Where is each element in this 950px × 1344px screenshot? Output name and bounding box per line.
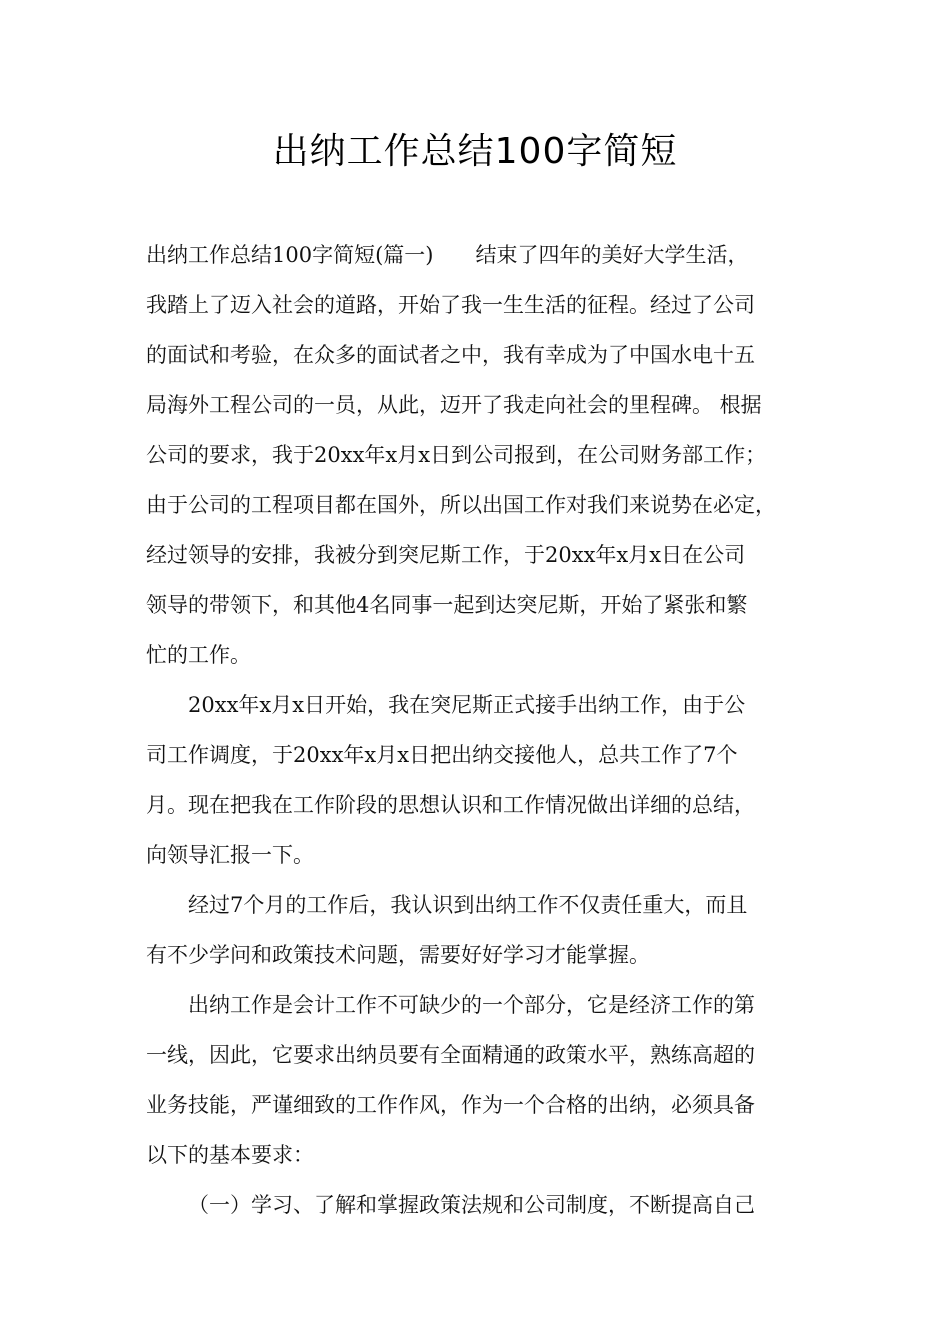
body-line: 领导的带领下，和其他4名同事一起到达突尼斯，开始了紧张和繁 — [146, 593, 748, 617]
document-body — [146, 230, 818, 1230]
body-line: 由于公司的工程项目都在国外，所以出国工作对我们来说势在必定， — [146, 493, 776, 517]
body-line: 公司的要求，我于20xx年x月x日到公司报到，在公司财务部工作； — [146, 443, 767, 467]
body-line: 一线，因此，它要求出纳员要有全面精通的政策水平，熟练高超的 — [146, 1043, 755, 1067]
body-line: 月。现在把我在工作阶段的思想认识和工作情况做出详细的总结， — [146, 793, 755, 817]
body-line: 出纳工作总结100字简短(篇一) 结束了四年的美好大学生活， — [146, 243, 749, 267]
document-title: 出纳工作总结100字简短 — [272, 131, 678, 172]
body-line: 向领导汇报一下。 — [146, 843, 314, 867]
paragraph-first-line: 经过7个月的工作后，我认识到出纳工作不仅责任重大，而且 — [188, 893, 748, 917]
body-line: 的面试和考验，在众多的面试者之中，我有幸成为了中国水电十五 — [146, 343, 755, 367]
paragraph-first-line: 20xx年x月x日开始，我在突尼斯正式接手出纳工作，由于公 — [188, 693, 746, 717]
paragraph-first-line: 出纳工作是会计工作不可缺少的一个部分，它是经济工作的第 — [188, 993, 755, 1017]
body-line: 以下的基本要求： — [146, 1143, 314, 1167]
body-line: 业务技能，严谨细致的工作作风，作为一个合格的出纳，必须具备 — [146, 1093, 755, 1117]
body-line: 有不少学问和政策技术问题，需要好好学习才能掌握。 — [146, 943, 650, 967]
body-line: 忙的工作。 — [146, 643, 251, 667]
list-item-line: （一）学习、了解和掌握政策法规和公司制度，不断提高自己 — [188, 1193, 755, 1217]
body-line: 我踏上了迈入社会的道路，开始了我一生生活的征程。经过了公司 — [146, 293, 755, 317]
body-line: 局海外工程公司的一员，从此，迈开了我走向社会的里程碑。 根据 — [146, 393, 762, 417]
body-line: 司工作调度，于20xx年x月x日把出纳交接他人，总共工作了7个 — [146, 743, 738, 767]
body-line: 经过领导的安排，我被分到突尼斯工作，于20xx年x月x日在公司 — [146, 543, 746, 567]
